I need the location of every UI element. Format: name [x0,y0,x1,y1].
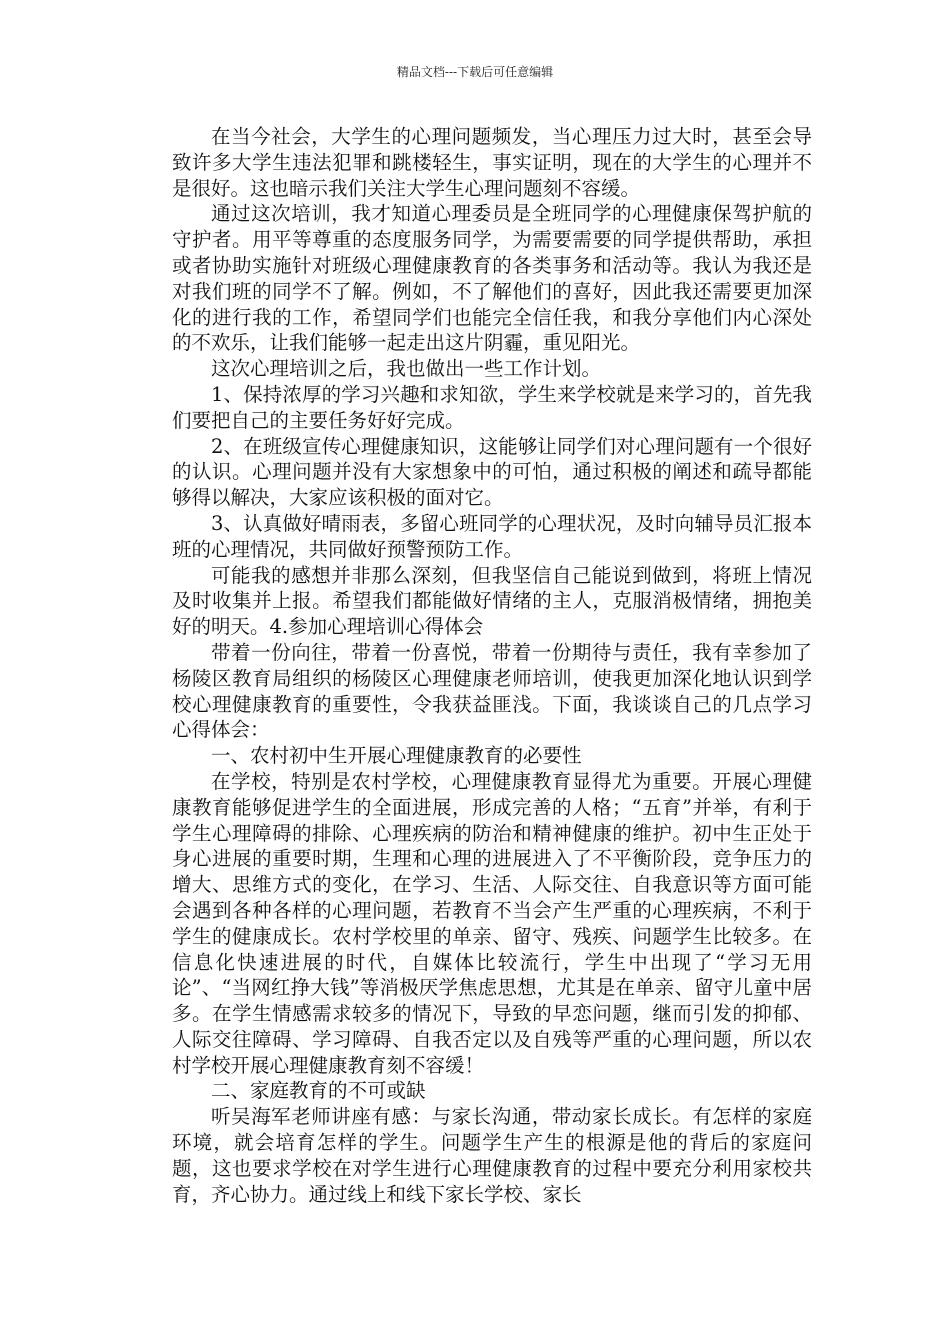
paragraph: 可能我的感想并非那么深刻，但我坚信自己能说到做到，将班上情况及时收集并上报。希望我们都能做好情绪的主人，克服消极情绪，拥抱美好的明天。4.参加心理培训心得体会 [172,563,812,639]
paragraph: 2、在班级宣传心理健康知识，这能够让同学们对心理问题有一个很好的认识。心理问题并没有大家想象中的可怕，通过积极的阐述和疏导都能够得以解决，大家应该积极的面对它。 [172,434,812,510]
paragraph: 听吴海军老师讲座有感：与家长沟通，带动家长成长。有怎样的家庭环境，就会培育怎样的学生。问题学生产生的根源是他的背后的家庭问题，这也要求学校在对学生进行心理健康教育的过程中要充分利用家校共育，齐心协力。通过线上和线下家长学校、家长 [172,1105,812,1206]
page-header: 精品文档---下载后可任意编辑 [396,65,554,79]
section-heading: 二、家庭教育的不可或缺 [211,1079,426,1103]
paragraph: 通过这次培训，我才知道心理委员是全班同学的心理健康保驾护航的守护者。用平等尊重的态度服务同学，为需要需要的同学提供帮助，承担或者协助实施针对班级心理健康教育的各类事务和活动等。我认为我还是对我们班的同学不了解。例如，不了解他们的喜好，因此我还需要更加深化的进行我的工作，希望同学们也能完全信任我，和我分享他们内心深处的不欢乐，让我们能够一起走出这片阴霾，重见阳光。 [172,202,812,355]
document-body [172,124,812,1207]
paragraph: 在学校，特别是农村学校，心理健康教育显得尤为重要。开展心理健康教育能够促进学生的全面进展，形成完善的人格；“五育”并举，有利于学生心理障碍的排除、心理疾病的防治和精神健康的维护。初中生正处于身心进展的重要时期，生理和心理的进展进入了不平衡阶段，竞争压力的增大、思维方式的变化，在学习、生活、人际交往、自我意识等方面可能会遇到各种各样的心理问题，若教育不当会产生严重的心理疾病，不利于学生的健康成长。农村学校里的单亲、留守、残疾、问题学生比较多。在信息化快速进展的时代，自媒体比较流行，学生中出现了“学习无用论”、“当网红挣大钱”等消极厌学焦虑思想，尤其是在单亲、留守儿童中居多。在学生情感需求较多的情况下，导致的早恋问题，继而引发的抑郁、人际交往障碍、学习障碍、自我否定以及自残等严重的心理问题，所以农村学校开展心理健康教育刻不容缓！ [172,769,812,1077]
section-heading: 一、农村初中生开展心理健康教育的必要性 [211,744,582,768]
paragraph: 1、保持浓厚的学习兴趣和求知欲，学生来学校就是来学习的，首先我们要把自己的主要任务好好完成。 [172,382,812,432]
paragraph: 3、认真做好晴雨表，多留心班同学的心理状况，及时向辅导员汇报本班的心理情况，共同做好预警预防工作。 [172,511,812,561]
paragraph: 带着一份向往，带着一份喜悦，带着一份期待与责任，我有幸参加了杨陵区教育局组织的杨陵区心理健康老师培训，使我更加深化地认识到学校心理健康教育的重要性，令我获益匪浅。下面，我谈谈自己的几点学习心得体会： [172,640,812,742]
paragraph: 在当今社会，大学生的心理问题频发，当心理压力过大时，甚至会导致许多大学生违法犯罪和跳楼轻生，事实证明，现在的大学生的心理并不是很好。这也暗示我们关注大学生心理问题刻不容缓。 [172,125,812,200]
paragraph: 这次心理培训之后，我也做出一些工作计划。 [211,357,602,381]
